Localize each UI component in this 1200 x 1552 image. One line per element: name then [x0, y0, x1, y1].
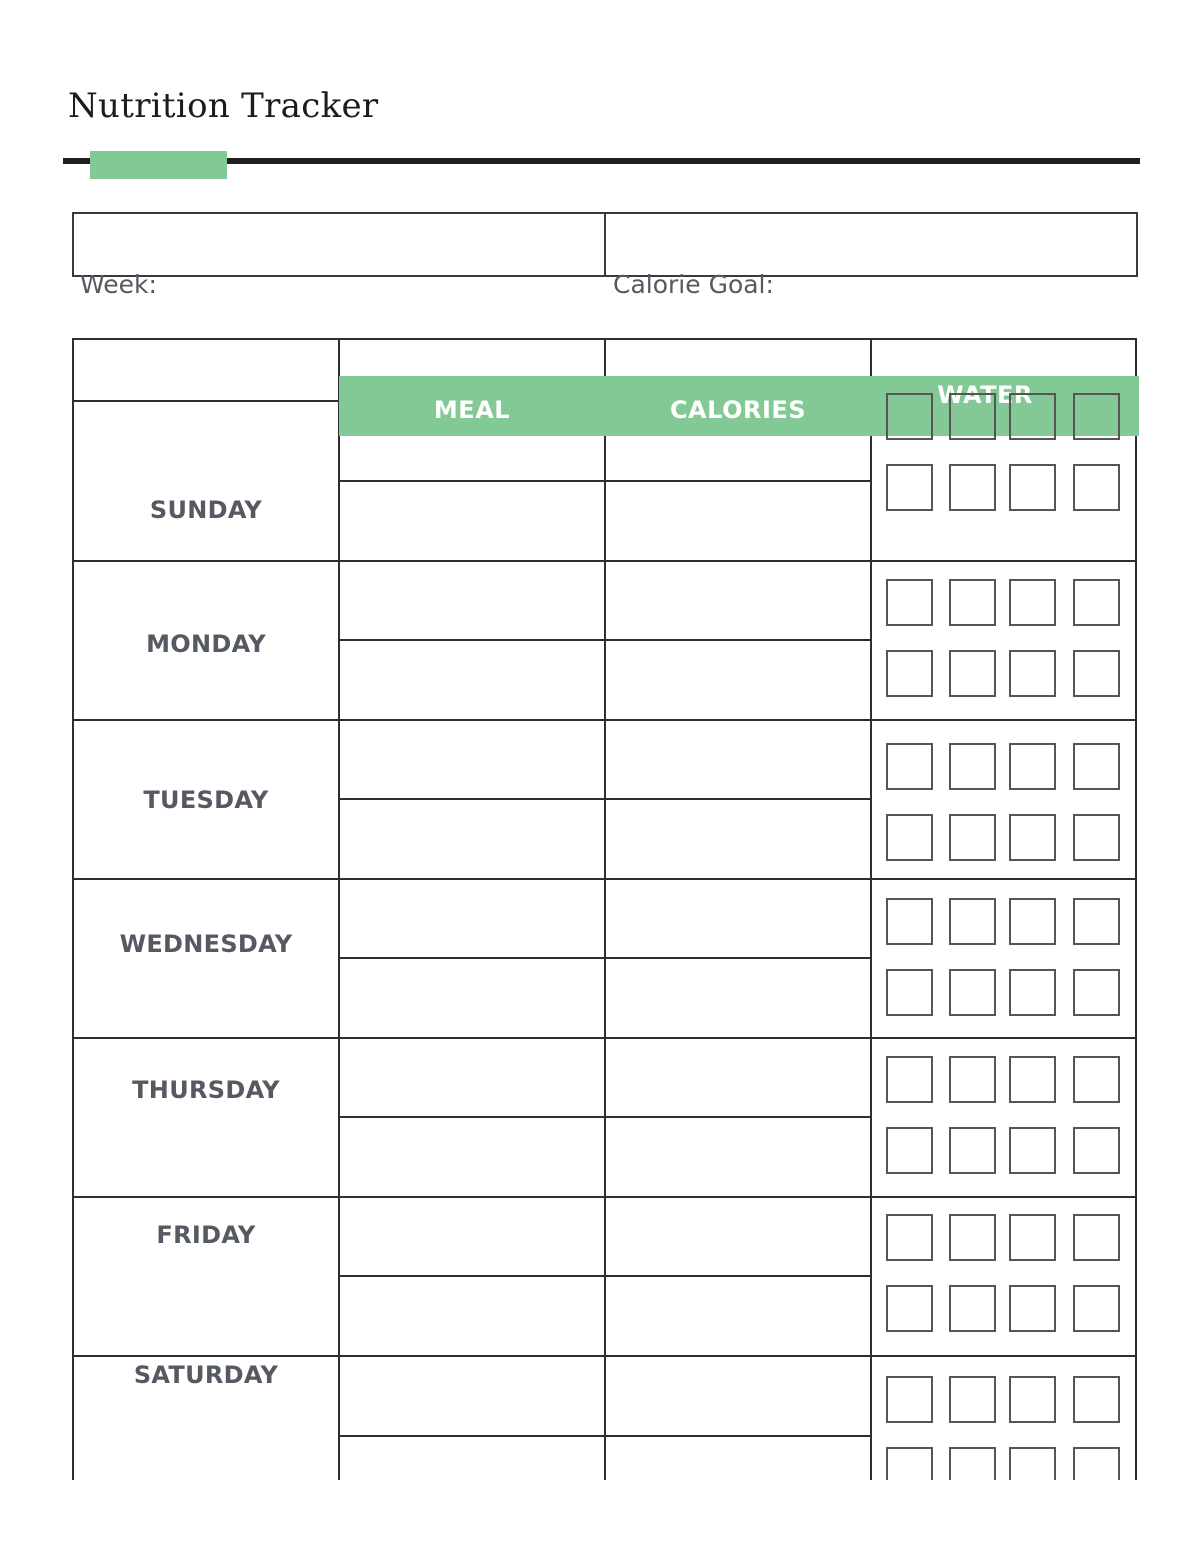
header-meal: MEAL	[433, 396, 511, 424]
water-checkbox[interactable]	[886, 1376, 933, 1423]
water-checkbox[interactable]	[949, 1376, 996, 1423]
meal-row-line	[338, 957, 870, 959]
water-checkbox[interactable]	[949, 743, 996, 790]
water-checkbox[interactable]	[1009, 1127, 1056, 1174]
water-checkbox[interactable]	[886, 814, 933, 861]
water-checkbox[interactable]	[1009, 393, 1056, 440]
water-checkbox[interactable]	[886, 969, 933, 1016]
day-label-saturday: SATURDAY	[133, 1361, 279, 1389]
header-calories: CALORIES	[669, 396, 807, 424]
water-checkbox[interactable]	[1009, 464, 1056, 511]
day-separator	[72, 1355, 1137, 1357]
water-checkbox[interactable]	[1009, 743, 1056, 790]
water-checkbox[interactable]	[949, 464, 996, 511]
water-checkbox[interactable]	[1009, 814, 1056, 861]
meal-row-line	[338, 639, 870, 641]
water-checkbox[interactable]	[1009, 650, 1056, 697]
day-separator	[72, 878, 1137, 880]
water-checkbox[interactable]	[886, 743, 933, 790]
water-checkbox[interactable]	[1009, 1447, 1056, 1480]
water-checkbox[interactable]	[1009, 579, 1056, 626]
water-checkbox[interactable]	[1073, 393, 1120, 440]
water-checkbox[interactable]	[1073, 1447, 1120, 1480]
water-checkbox[interactable]	[949, 1214, 996, 1261]
water-checkbox[interactable]	[949, 898, 996, 945]
water-checkbox[interactable]	[949, 579, 996, 626]
grid-vline	[338, 338, 340, 1480]
day-label-sunday: SUNDAY	[149, 496, 263, 524]
day-label-wednesday: WEDNESDAY	[119, 930, 293, 958]
water-checkbox[interactable]	[1009, 1285, 1056, 1332]
water-checkbox[interactable]	[1073, 1285, 1120, 1332]
water-checkbox[interactable]	[1073, 1376, 1120, 1423]
week-field[interactable]	[72, 212, 606, 277]
water-checkbox[interactable]	[1073, 743, 1120, 790]
water-checkbox[interactable]	[949, 1285, 996, 1332]
meal-row-line	[338, 1275, 870, 1277]
meal-row-line	[338, 1435, 870, 1437]
day-separator	[72, 719, 1137, 721]
week-label: Week:	[80, 270, 157, 299]
water-checkbox[interactable]	[1073, 464, 1120, 511]
grid-top-border	[72, 338, 1137, 340]
water-checkbox[interactable]	[1073, 1056, 1120, 1103]
page-title: Nutrition Tracker	[68, 86, 379, 126]
grid-hline	[72, 400, 338, 402]
day-separator	[72, 560, 1137, 562]
water-checkbox[interactable]	[1073, 969, 1120, 1016]
water-checkbox[interactable]	[1073, 579, 1120, 626]
water-checkbox[interactable]	[886, 1285, 933, 1332]
water-checkbox[interactable]	[949, 1056, 996, 1103]
grid-vline	[604, 338, 606, 1480]
water-checkbox[interactable]	[1009, 1214, 1056, 1261]
water-checkbox[interactable]	[1073, 898, 1120, 945]
water-checkbox[interactable]	[949, 650, 996, 697]
calorie-goal-field[interactable]	[604, 212, 1138, 277]
day-label-thursday: THURSDAY	[132, 1076, 280, 1104]
water-checkbox[interactable]	[1009, 1376, 1056, 1423]
water-checkbox[interactable]	[886, 898, 933, 945]
water-checkbox[interactable]	[1073, 1127, 1120, 1174]
water-checkbox[interactable]	[886, 1447, 933, 1480]
water-checkbox[interactable]	[1009, 1056, 1056, 1103]
day-separator	[72, 1037, 1137, 1039]
title-accent-bar	[90, 151, 227, 179]
water-checkbox[interactable]	[886, 1127, 933, 1174]
water-checkbox[interactable]	[886, 650, 933, 697]
water-checkbox[interactable]	[1073, 650, 1120, 697]
meal-row-line	[338, 480, 870, 482]
grid-vline	[1135, 338, 1137, 1480]
water-checkbox[interactable]	[1009, 969, 1056, 1016]
water-checkbox[interactable]	[886, 1056, 933, 1103]
header-water: WATER	[937, 381, 1033, 409]
day-label-tuesday: TUESDAY	[143, 786, 269, 814]
day-separator	[72, 1196, 1137, 1198]
water-checkbox[interactable]	[886, 393, 933, 440]
day-label-friday: FRIDAY	[156, 1221, 256, 1249]
water-checkbox[interactable]	[886, 1214, 933, 1261]
water-checkbox[interactable]	[886, 464, 933, 511]
meal-row-line	[338, 798, 870, 800]
water-checkbox[interactable]	[949, 1447, 996, 1480]
water-checkbox[interactable]	[949, 969, 996, 1016]
water-checkbox[interactable]	[949, 393, 996, 440]
water-checkbox[interactable]	[886, 579, 933, 626]
meal-row-line	[338, 1116, 870, 1118]
water-checkbox[interactable]	[949, 814, 996, 861]
grid-vline	[870, 338, 872, 1480]
day-label-monday: MONDAY	[146, 630, 266, 658]
calorie-goal-label: Calorie Goal:	[613, 270, 774, 299]
water-checkbox[interactable]	[949, 1127, 996, 1174]
water-checkbox[interactable]	[1009, 898, 1056, 945]
water-checkbox[interactable]	[1073, 814, 1120, 861]
water-checkbox[interactable]	[1073, 1214, 1120, 1261]
